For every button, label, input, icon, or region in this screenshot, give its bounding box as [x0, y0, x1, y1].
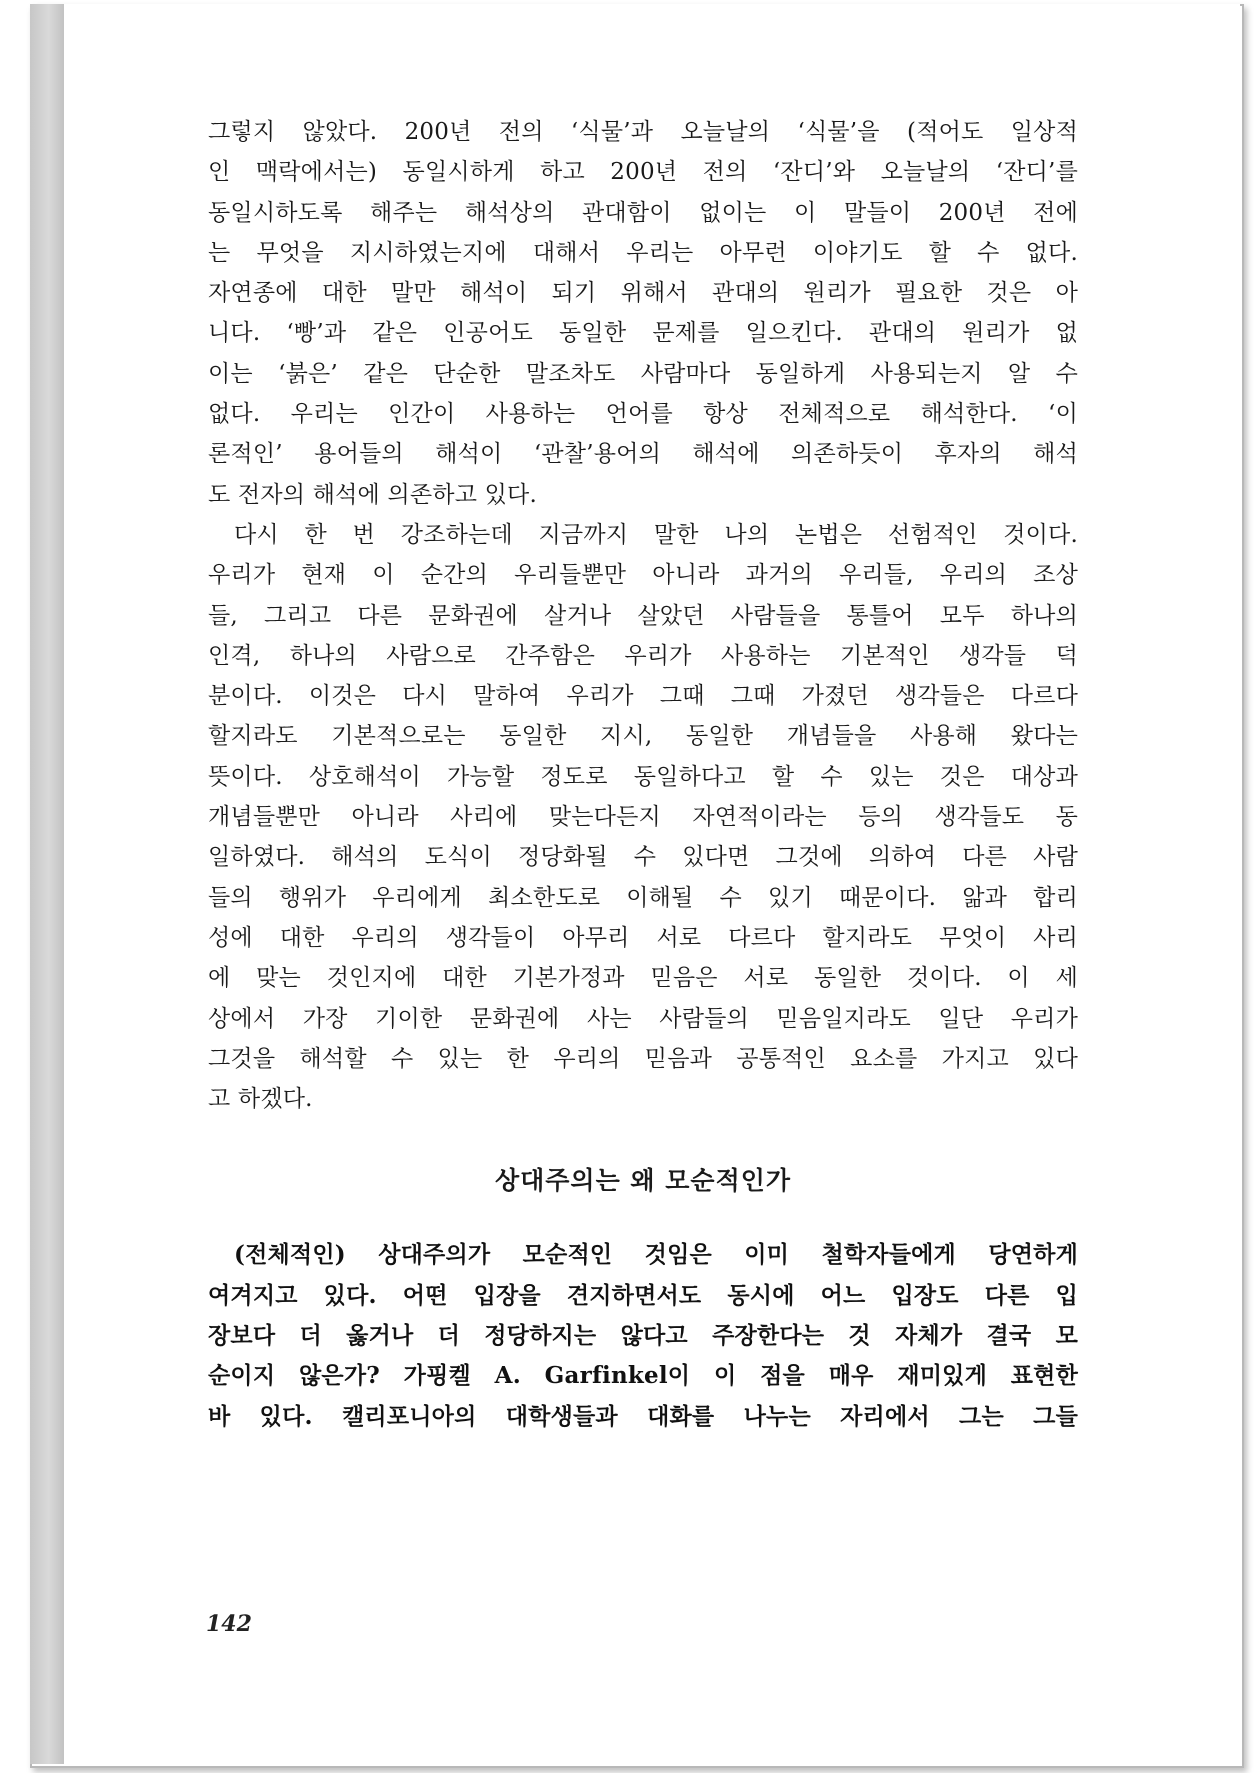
- text-line: 자연종에 대한 말만 해석이 되기 위해서 관대의 원리가 필요한 것은 아: [208, 280, 1078, 307]
- text-line: 이는 ‘붉은’ 같은 단순한 말조차도 사람마다 동일하게 사용되는지 알 수: [208, 360, 1078, 387]
- text-line: 도 전자의 해석에 의존하고 있다.: [208, 481, 537, 508]
- text-line: 여겨지고 있다. 어떤 입장을 견지하면서도 동시에 어느 입장도 다른 입: [208, 1281, 1078, 1309]
- text-line: 할지라도 기본적으로는 동일한 지시, 동일한 개념들을 사용해 왔다는: [208, 723, 1078, 750]
- paragraph-2: [208, 515, 1078, 1119]
- text-line: 개념들뿐만 아니라 사리에 맞는다든지 자연적이라는 등의 생각들도 동: [208, 804, 1078, 831]
- text-line: 분이다. 이것은 다시 말하여 우리가 그때 그때 가졌던 생각들은 다르다: [208, 683, 1078, 710]
- paragraph-3: [208, 1235, 1078, 1436]
- text-line: 고 하겠다.: [208, 1086, 313, 1113]
- text-line: 다시 한 번 강조하는데 지금까지 말한 나의 논법은 선험적인 것이다.: [234, 521, 1078, 548]
- text-line: 에 맞는 것인지에 대한 기본가정과 믿음은 서로 동일한 것이다. 이 세: [208, 965, 1078, 992]
- text-line: 인격, 하나의 사람으로 간주함은 우리가 사용하는 기본적인 생각들 덕: [208, 642, 1078, 669]
- page-text-block: [208, 112, 1078, 1437]
- text-line: 니다. ‘빵’과 같은 인공어도 동일한 문제를 일으킨다. 관대의 원리가 없: [208, 320, 1078, 347]
- text-line: 뜻이다. 상호해석이 가능할 정도로 동일하다고 할 수 있는 것은 대상과: [208, 763, 1078, 790]
- text-line: 성에 대한 우리의 생각들이 아무리 서로 다르다 할지라도 무엇이 사리: [208, 924, 1078, 951]
- text-line: 일하였다. 해석의 도식이 정당화될 수 있다면 그것에 의하여 다른 사람: [208, 844, 1078, 871]
- text-line: 들, 그리고 다른 문화권에 살거나 살았던 사람들을 통틀어 모두 하나의: [208, 602, 1078, 629]
- text-line: 바 있다. 캘리포니아의 대학생들과 대화를 나누는 자리에서 그는 그들: [208, 1402, 1078, 1430]
- text-line: 들의 행위가 우리에게 최소한도로 이해될 수 있기 때문이다. 앎과 합리: [208, 884, 1078, 911]
- text-line: 없다. 우리는 인간이 사용하는 언어를 항상 전체적으로 해석한다. ‘이: [208, 401, 1078, 428]
- text-line: (전체적인) 상대주의가 모순적인 것임은 이미 철학자들에게 당연하게: [234, 1241, 1078, 1269]
- text-line: 동일시하도록 해주는 해석상의 관대함이 없이는 이 말들이 200년 전에: [208, 199, 1078, 226]
- text-line: 는 무엇을 지시하였는지에 대해서 우리는 아무런 이야기도 할 수 없다.: [208, 239, 1078, 266]
- text-line: 우리가 현재 이 순간의 우리들뿐만 아니라 과거의 우리들, 우리의 조상: [208, 562, 1078, 589]
- text-line: 장보다 더 옳거나 더 정당하지는 않다고 주장한다는 것 자체가 결국 모: [208, 1322, 1078, 1350]
- page-number: 142: [206, 1611, 252, 1637]
- book-spine: [30, 4, 65, 1764]
- text-line: 그렇지 않았다. 200년 전의 ‘식물’과 오늘날의 ‘식물’을 (적어도 일상적: [208, 119, 1078, 145]
- paragraph-1: [208, 112, 1078, 515]
- text-line: 상에서 가장 기이한 문화권에 사는 사람들의 믿음일지라도 일단 우리가: [208, 1005, 1078, 1032]
- text-line: 순이지 않은가? 가핑켈 A. Garfinkel이 이 점을 매우 재미있게 표현한: [208, 1362, 1078, 1390]
- section-heading: 상대주의는 왜 모순적인가: [494, 1166, 792, 1196]
- text-line: 그것을 해석할 수 있는 한 우리의 믿음과 공통적인 요소를 가지고 있다: [208, 1045, 1078, 1072]
- book-page: [64, 4, 1240, 1764]
- text-line: 론적인’ 용어들의 해석이 ‘관찰’용어의 해석에 의존하듯이 후자의 해석: [208, 441, 1078, 468]
- text-line: 인 맥락에서는) 동일시하게 하고 200년 전의 ‘잔디’와 오늘날의 ‘잔디’를: [208, 159, 1078, 186]
